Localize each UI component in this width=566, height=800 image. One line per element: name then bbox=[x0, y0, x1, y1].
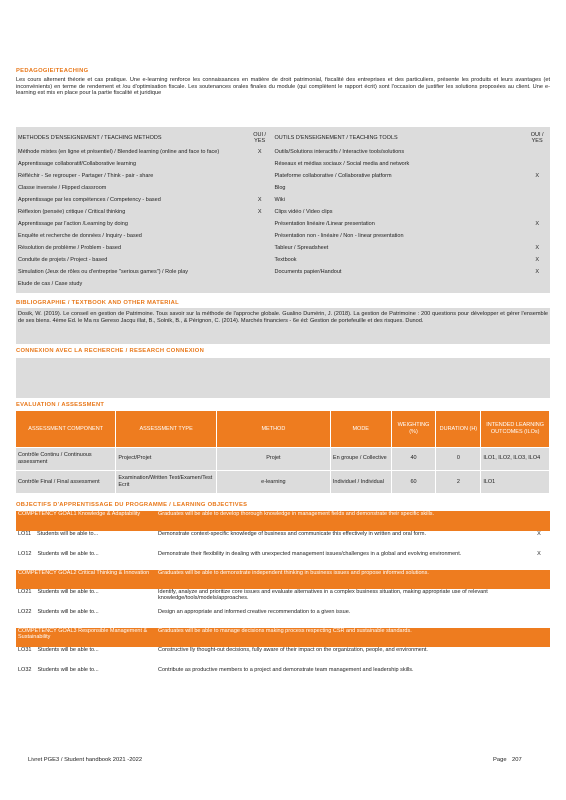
learning-objective-yes-mark bbox=[528, 666, 550, 685]
method-yes-mark: X bbox=[257, 209, 262, 215]
methods-row bbox=[16, 185, 550, 197]
research-title: CONNEXION AVEC LA RECHERCHE / RESEARCH CONNEXION bbox=[16, 348, 205, 354]
method-yes-mark bbox=[247, 161, 273, 173]
evaluation-weight: 60 bbox=[391, 470, 436, 493]
bibliography-box bbox=[16, 308, 550, 344]
methods-row bbox=[16, 257, 550, 269]
learning-objective-label: Students will be able to... bbox=[37, 589, 99, 595]
tool-label: Blog bbox=[274, 185, 286, 191]
footer-page-label: Page bbox=[493, 757, 507, 763]
research-box bbox=[16, 358, 550, 398]
tool-yes-mark: X bbox=[535, 269, 539, 275]
evaluation-ilo: ILO1 bbox=[481, 470, 550, 493]
evaluation-duration: 0 bbox=[436, 447, 481, 470]
learning-objective-desc: Contribute as productive members to a project and demonstrate team management and leadership skills. bbox=[158, 666, 414, 673]
methods-row bbox=[16, 245, 550, 257]
evaluation-header-cell: MODE bbox=[330, 411, 391, 447]
pedagogy-text: Les cours alternent théorie et cas pratique. Une e-learning renforce les connaissances en matière de droit patrimonial, fiscalité des entreprises et des particuliers, présente les produits et leurs avantages (et inconvénients) en terme de rendement et /ou d'optimisation fiscale. Les soutenances orales finales du module (qui complètent le rapport écrit) sont l'occasion de justifier les solutions proposées au client. Une e-learning est mis en place pour la partie fiscalité et juridique bbox=[16, 77, 550, 97]
objectives-table bbox=[16, 511, 550, 686]
competency-goal-desc: Graduates will be able to demonstrate independent thinking in business issues and propose informed solutions. bbox=[158, 569, 429, 576]
learning-objective-id-cell bbox=[16, 531, 156, 550]
learning-objective-id: LO11 bbox=[18, 531, 32, 537]
learning-objective-row bbox=[16, 531, 550, 550]
learning-objective-id: LO31 bbox=[18, 647, 32, 653]
method-label: Enquête et recherche de données / Inquiry - based bbox=[18, 233, 142, 239]
learning-objective-row bbox=[16, 550, 550, 569]
methods-header: METHODES D'ENSEIGNEMENT / TEACHING METHODS bbox=[18, 134, 162, 141]
tool-yes-mark bbox=[524, 209, 550, 221]
competency-goal-row bbox=[16, 627, 550, 647]
tool-yes-mark bbox=[524, 185, 550, 197]
method-yes-mark bbox=[247, 221, 273, 233]
evaluation-header-cell: DURATION (H) bbox=[436, 411, 481, 447]
evaluation-row bbox=[16, 447, 550, 470]
bibliography-title: BIBLIOGRAPHIE / TEXTBOOK AND OTHER MATERIAL bbox=[16, 300, 179, 306]
methods-yes-header: OUI / YES bbox=[253, 131, 267, 144]
tool-label: Réseaux et médias sociaux / Social media and network bbox=[274, 161, 410, 167]
learning-objective-label: Students will be able to... bbox=[37, 550, 99, 557]
learning-objective-row bbox=[16, 589, 550, 608]
learning-objective-desc: Constructive lly thought-out decisions, fully aware of their impact on the organization, people, and environment. bbox=[158, 647, 428, 653]
evaluation-header-cell: WEIGHTING (%) bbox=[391, 411, 436, 447]
learning-objective-id-cell bbox=[16, 666, 156, 685]
tool-label: Tableur / Spreadsheet bbox=[274, 245, 329, 251]
learning-objective-label: Students will be able to... bbox=[37, 647, 99, 653]
tool-label: Présentation linéaire /Linear presentation bbox=[274, 221, 375, 227]
evaluation-ilo: ILO1, ILO2, ILO3, ILO4 bbox=[481, 447, 550, 470]
learning-objective-row bbox=[16, 666, 550, 685]
evaluation-row bbox=[16, 470, 550, 493]
methods-table bbox=[16, 127, 550, 293]
method-label: Réflexion (pensée) critique / Critical thinking bbox=[18, 209, 126, 215]
tool-label: Outils/Solutions interactifs / Interactive tools/solutions bbox=[274, 149, 405, 155]
competency-goal-empty bbox=[528, 511, 550, 531]
tool-yes-mark bbox=[524, 161, 550, 173]
tools-header: OUTILS D'ENSEIGNEMENT / TEACHING TOOLS bbox=[274, 134, 398, 141]
evaluation-component: Contrôle Continu / Continuous assessment bbox=[16, 447, 116, 470]
learning-objective-yes-mark: X bbox=[537, 531, 541, 537]
evaluation-title: EVALUATION / ASSESSMENT bbox=[16, 402, 105, 408]
tool-label: Documents papier/Handout bbox=[274, 269, 342, 275]
learning-objective-yes-mark bbox=[528, 608, 550, 627]
evaluation-method: Projet bbox=[216, 447, 330, 470]
method-label: Apprentissage par l'action /Learning by doing bbox=[18, 221, 128, 227]
evaluation-type: Examination/Written Test/Examen/Test Ecrit bbox=[116, 470, 216, 493]
tool-yes-mark: X bbox=[535, 221, 539, 227]
method-yes-mark bbox=[247, 269, 273, 281]
methods-row bbox=[16, 281, 550, 293]
learning-objective-row bbox=[16, 608, 550, 627]
learning-objective-desc: Demonstrate their flexibility in dealing with unexpected management issues/challenges in a global and evolving environment. bbox=[158, 550, 462, 557]
tool-yes-mark bbox=[524, 233, 550, 245]
pedagogy-title: PEDAGOGIE/TEACHING bbox=[16, 68, 89, 74]
tool-yes-mark: X bbox=[535, 257, 539, 263]
methods-row bbox=[16, 269, 550, 281]
objectives-title: OBJECTIFS D'APPRENTISSAGE DU PROGRAMME / LEARNING OBJECTIVES bbox=[16, 502, 248, 508]
tools-yes-header: OUI / YES bbox=[530, 131, 544, 144]
methods-row bbox=[16, 161, 550, 173]
learning-objective-yes-mark bbox=[528, 589, 550, 608]
method-yes-mark bbox=[247, 185, 273, 197]
learning-objective-id-cell bbox=[16, 647, 156, 666]
tool-empty bbox=[272, 281, 524, 293]
competency-goal-desc: Graduates will be able to manage decisions making process respecting CSR and sustainable standards. bbox=[158, 627, 412, 634]
learning-objective-desc: Identify, analyze and prioritize core issues and evaluate alternatives in a complex business situation, making appropriate use of relevant knowledge/tools/models/approaches. bbox=[158, 589, 488, 602]
learning-objective-id: LO22 bbox=[18, 608, 32, 615]
methods-row bbox=[16, 149, 550, 161]
evaluation-duration: 2 bbox=[436, 470, 481, 493]
method-yes-mark bbox=[247, 173, 273, 185]
learning-objective-id: LO21 bbox=[18, 589, 32, 595]
method-label: Conduite de projets / Project - based bbox=[18, 257, 108, 263]
tool-yes-mark: X bbox=[535, 245, 539, 251]
competency-goal-row bbox=[16, 569, 550, 589]
tool-label: Clips vidéo / Video clips bbox=[274, 209, 333, 215]
method-yes-mark bbox=[247, 257, 273, 269]
footer-page-number: 207 bbox=[512, 757, 522, 763]
evaluation-header-cell: ASSESSMENT TYPE bbox=[116, 411, 216, 447]
learning-objective-id: LO12 bbox=[18, 550, 32, 557]
learning-objective-yes-mark: X bbox=[537, 550, 541, 557]
learning-objective-id-cell bbox=[16, 550, 156, 569]
methods-row bbox=[16, 233, 550, 245]
method-yes-mark: X bbox=[257, 149, 262, 155]
evaluation-mode: Individuel / Individual bbox=[330, 470, 391, 493]
footer-text: Livret PGE3 / Student handbook 2021 -2022 bbox=[28, 757, 143, 763]
competency-goal-empty bbox=[528, 569, 550, 589]
method-label: Apprentissage par les compétences / Competency - based bbox=[18, 197, 161, 203]
tool-yes-mark bbox=[524, 149, 550, 161]
learning-objective-yes-mark bbox=[528, 647, 550, 666]
competency-goal-empty bbox=[528, 627, 550, 647]
tool-label: Textbook bbox=[274, 257, 297, 263]
learning-objective-label: Students will be able to... bbox=[37, 608, 99, 615]
competency-goal-name: COMPETENCY GOAL3 Responsible Management & Sustainability bbox=[18, 627, 148, 640]
learning-objective-id: LO32 bbox=[18, 666, 32, 673]
methods-row bbox=[16, 209, 550, 221]
learning-objective-id-cell bbox=[16, 608, 156, 627]
tool-label: Wiki bbox=[274, 197, 285, 203]
evaluation-type: Project/Projet bbox=[116, 447, 216, 470]
method-yes-mark: X bbox=[257, 197, 262, 203]
method-label: Classe inversée / Flipped classroom bbox=[18, 185, 107, 191]
tool-label: Présentation non - linéaire / Non - linear presentation bbox=[274, 233, 404, 239]
methods-row bbox=[16, 173, 550, 185]
method-yes-mark bbox=[247, 281, 273, 293]
learning-objective-label: Students will be able to... bbox=[37, 531, 99, 537]
method-yes-mark bbox=[247, 233, 273, 245]
methods-row bbox=[16, 221, 550, 233]
evaluation-component: Contrôle Final / Final assessment bbox=[16, 470, 116, 493]
method-yes-mark bbox=[247, 245, 273, 257]
learning-objective-desc: Demonstrate context-specific knowledge of business and communicate this effectively in written and oral form. bbox=[158, 531, 426, 537]
competency-goal-desc: Graduates will be able to develop thorough knowledge in management fields and demonstrate their specific skills. bbox=[158, 511, 435, 517]
methods-row bbox=[16, 197, 550, 209]
competency-goal-name: COMPETENCY GOAL2 Critical Thinking & Innovation bbox=[18, 569, 150, 576]
tool-yes-mark: X bbox=[535, 173, 539, 179]
evaluation-table bbox=[16, 411, 550, 493]
evaluation-header-cell: INTENDED LEARNING OUTCOMES (ILOs) bbox=[481, 411, 550, 447]
evaluation-header-cell: ASSESSMENT COMPONENT bbox=[16, 411, 116, 447]
method-label: Méthode mixtes (en ligne et présentiel) / Blended learning (online and face to face) bbox=[18, 149, 220, 155]
tool-yes-mark bbox=[524, 197, 550, 209]
competency-goal-name: COMPETENCY GOAL1 Knowledge & Adaptability bbox=[18, 511, 141, 517]
method-label: Etude de cas / Case study bbox=[18, 281, 83, 287]
bibliography-text: Dosik, W. (2019). Le conseil en gestion de Patrimoine. Tous savoir sur la méthode de l'approche globale. Gualino Dumérin, J. (2018). La gestion de Patrimoine : 200 questions pour développer et gérer l'ensemble de ses biens. 4ème Ed. le Ma ns Gereso Jacqu illat, B., Solnik, B., & Pérignon, C. (2014). Marchés financiers - 6e éd: Gestion de portefeuille et des risques. Dunod. bbox=[18, 311, 548, 324]
learning-objective-desc: Design an appropriate and informed creative recommendation to a given issue. bbox=[158, 608, 351, 615]
evaluation-weight: 40 bbox=[391, 447, 436, 470]
method-label: Simulation (Jeux de rôles ou d'entreprise "serious games") / Role play bbox=[18, 269, 189, 275]
tool-label: Plateforme collaborative / Collaborative platform bbox=[274, 173, 392, 179]
evaluation-method: e-learning bbox=[216, 470, 330, 493]
learning-objective-id-cell bbox=[16, 589, 156, 608]
method-label: Apprentissage collaboratif/Collaborative learning bbox=[18, 161, 137, 167]
method-label: Réfléchir - Se regrouper - Partager / Think - pair - share bbox=[18, 173, 154, 179]
learning-objective-row bbox=[16, 647, 550, 666]
learning-objective-label: Students will be able to... bbox=[37, 666, 99, 673]
evaluation-header-cell: METHOD bbox=[216, 411, 330, 447]
tool-empty bbox=[524, 281, 550, 293]
competency-goal-row bbox=[16, 511, 550, 531]
evaluation-mode: En groupe / Collective bbox=[330, 447, 391, 470]
method-label: Résolution de problème / Problem - based bbox=[18, 245, 122, 251]
